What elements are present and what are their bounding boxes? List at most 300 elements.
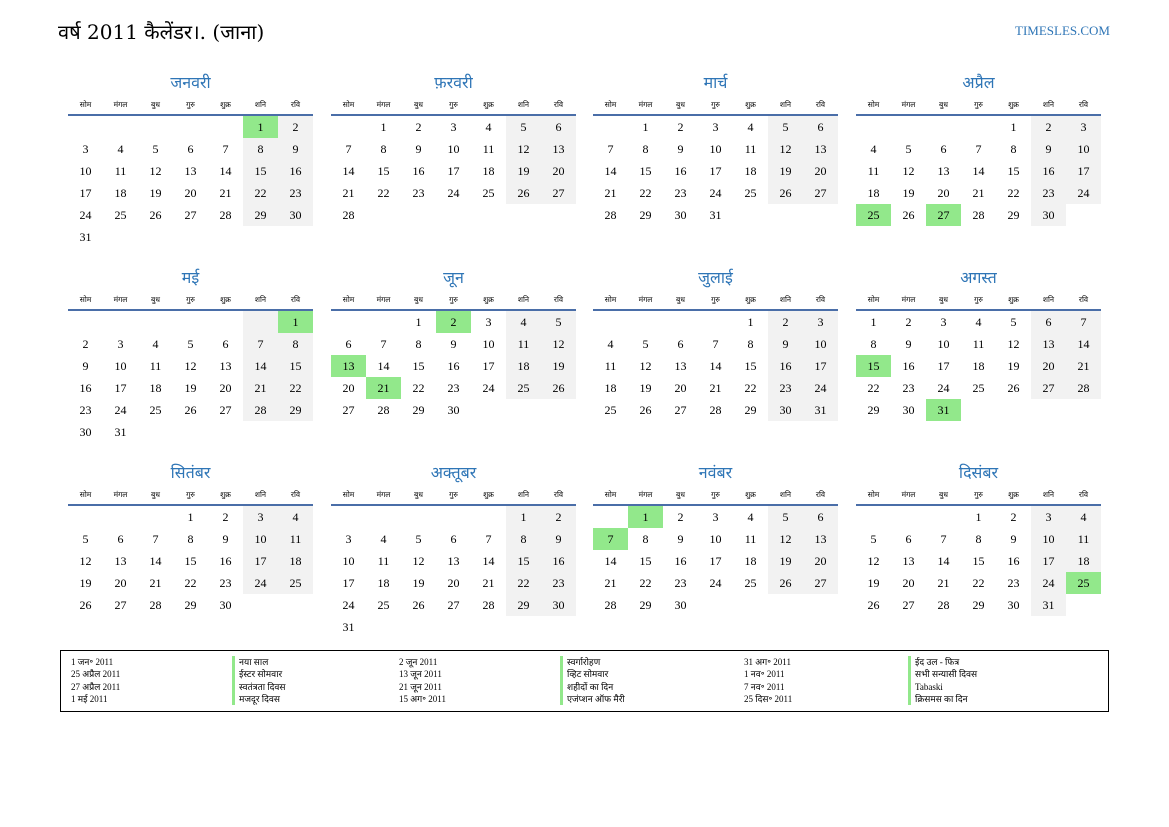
- day-cell[interactable]: 9: [278, 138, 313, 160]
- day-cell[interactable]: 22: [278, 377, 313, 399]
- day-cell[interactable]: 7: [222, 141, 229, 156]
- day-cell[interactable]: 14: [149, 553, 162, 568]
- day-cell[interactable]: 9: [222, 531, 229, 546]
- day-cell[interactable]: 24: [482, 380, 495, 395]
- day-cell[interactable]: 5: [506, 115, 541, 138]
- day-cell[interactable]: 24: [114, 402, 127, 417]
- day-cell[interactable]: 26: [506, 182, 541, 204]
- day-cell[interactable]: 21: [482, 575, 495, 590]
- day-cell[interactable]: 16: [79, 380, 92, 395]
- day-cell[interactable]: 29: [278, 399, 313, 421]
- day-cell[interactable]: 25: [856, 204, 891, 226]
- day-cell[interactable]: 11: [972, 336, 985, 351]
- day-cell[interactable]: 18: [149, 380, 162, 395]
- day-cell[interactable]: 20: [447, 575, 460, 590]
- day-cell[interactable]: 6: [541, 115, 576, 138]
- day-cell[interactable]: 1: [243, 115, 278, 138]
- day-cell[interactable]: 30: [278, 204, 313, 226]
- day-cell[interactable]: 27: [114, 597, 127, 612]
- day-cell[interactable]: 10: [1066, 138, 1101, 160]
- day-cell[interactable]: 18: [972, 358, 985, 373]
- day-cell[interactable]: 5: [905, 141, 912, 156]
- day-cell[interactable]: 21: [604, 575, 617, 590]
- day-cell[interactable]: 8: [642, 141, 649, 156]
- day-cell[interactable]: 26: [541, 377, 576, 399]
- day-cell[interactable]: 23: [278, 182, 313, 204]
- day-cell[interactable]: 27: [1031, 377, 1066, 399]
- day-cell[interactable]: 21: [219, 185, 232, 200]
- day-cell[interactable]: 24: [447, 185, 460, 200]
- day-cell[interactable]: 6: [345, 336, 352, 351]
- day-cell[interactable]: 10: [803, 333, 838, 355]
- day-cell[interactable]: 11: [377, 553, 390, 568]
- day-cell[interactable]: 15: [639, 163, 652, 178]
- day-cell[interactable]: 18: [744, 163, 757, 178]
- day-cell[interactable]: 25: [377, 597, 390, 612]
- day-cell[interactable]: 8: [380, 141, 387, 156]
- day-cell[interactable]: 11: [744, 141, 757, 156]
- day-cell[interactable]: 4: [975, 314, 982, 329]
- day-cell[interactable]: 7: [712, 336, 719, 351]
- day-cell[interactable]: 6: [222, 336, 229, 351]
- day-cell[interactable]: 26: [184, 402, 197, 417]
- day-cell[interactable]: 21: [972, 185, 985, 200]
- day-cell[interactable]: 13: [447, 553, 460, 568]
- day-cell[interactable]: 24: [709, 185, 722, 200]
- day-cell[interactable]: 15: [856, 355, 891, 377]
- day-cell[interactable]: 19: [902, 185, 915, 200]
- day-cell[interactable]: 14: [1066, 333, 1101, 355]
- day-cell[interactable]: 1: [747, 314, 754, 329]
- day-cell[interactable]: 27: [926, 204, 961, 226]
- day-cell[interactable]: 13: [937, 163, 950, 178]
- day-cell[interactable]: 28: [149, 597, 162, 612]
- day-cell[interactable]: 28: [937, 597, 950, 612]
- day-cell[interactable]: 7: [607, 141, 614, 156]
- day-cell[interactable]: 5: [1010, 314, 1017, 329]
- day-cell[interactable]: 17: [482, 358, 495, 373]
- day-cell[interactable]: 13: [674, 358, 687, 373]
- day-cell[interactable]: 1: [870, 314, 877, 329]
- day-cell[interactable]: 23: [768, 377, 803, 399]
- day-cell[interactable]: 18: [377, 575, 390, 590]
- day-cell[interactable]: 21: [604, 185, 617, 200]
- day-cell[interactable]: 10: [1031, 528, 1066, 550]
- day-cell[interactable]: 17: [342, 575, 355, 590]
- day-cell[interactable]: 20: [902, 575, 915, 590]
- day-cell[interactable]: 6: [677, 336, 684, 351]
- day-cell[interactable]: 4: [607, 336, 614, 351]
- day-cell[interactable]: 28: [377, 402, 390, 417]
- day-cell[interactable]: 15: [243, 160, 278, 182]
- day-cell[interactable]: 21: [149, 575, 162, 590]
- day-cell[interactable]: 27: [803, 572, 838, 594]
- day-cell[interactable]: 16: [447, 358, 460, 373]
- day-cell[interactable]: 21: [342, 185, 355, 200]
- day-cell[interactable]: 22: [639, 185, 652, 200]
- day-cell[interactable]: 8: [187, 531, 194, 546]
- day-cell[interactable]: 1: [278, 310, 313, 333]
- day-cell[interactable]: 18: [867, 185, 880, 200]
- day-cell[interactable]: 12: [506, 138, 541, 160]
- day-cell[interactable]: 27: [541, 182, 576, 204]
- day-cell[interactable]: 14: [709, 358, 722, 373]
- day-cell[interactable]: 23: [541, 572, 576, 594]
- day-cell[interactable]: 21: [709, 380, 722, 395]
- day-cell[interactable]: 29: [867, 402, 880, 417]
- day-cell[interactable]: 5: [870, 531, 877, 546]
- day-cell[interactable]: 3: [117, 336, 124, 351]
- day-cell[interactable]: 25: [114, 207, 127, 222]
- day-cell[interactable]: 15: [639, 553, 652, 568]
- day-cell[interactable]: 3: [450, 119, 457, 134]
- day-cell[interactable]: 29: [972, 597, 985, 612]
- day-cell[interactable]: 19: [541, 355, 576, 377]
- day-cell[interactable]: 20: [803, 160, 838, 182]
- day-cell[interactable]: 15: [412, 358, 425, 373]
- day-cell[interactable]: 10: [937, 336, 950, 351]
- day-cell[interactable]: 31: [926, 399, 961, 421]
- day-cell[interactable]: 3: [485, 314, 492, 329]
- day-cell[interactable]: 20: [342, 380, 355, 395]
- day-cell[interactable]: 23: [674, 575, 687, 590]
- day-cell[interactable]: 6: [450, 531, 457, 546]
- day-cell[interactable]: 19: [768, 160, 803, 182]
- day-cell[interactable]: 9: [541, 528, 576, 550]
- day-cell[interactable]: 20: [803, 550, 838, 572]
- day-cell[interactable]: 16: [768, 355, 803, 377]
- day-cell[interactable]: 13: [1031, 333, 1066, 355]
- day-cell[interactable]: 2: [415, 119, 422, 134]
- day-cell[interactable]: 9: [905, 336, 912, 351]
- day-cell[interactable]: 15: [184, 553, 197, 568]
- day-cell[interactable]: 30: [219, 597, 232, 612]
- day-cell[interactable]: 5: [187, 336, 194, 351]
- day-cell[interactable]: 24: [342, 597, 355, 612]
- day-cell[interactable]: 9: [415, 141, 422, 156]
- day-cell[interactable]: 12: [768, 528, 803, 550]
- day-cell[interactable]: 31: [342, 619, 355, 634]
- day-cell[interactable]: 29: [243, 204, 278, 226]
- day-cell[interactable]: 30: [79, 424, 92, 439]
- day-cell[interactable]: 1: [506, 505, 541, 528]
- day-cell[interactable]: 3: [712, 119, 719, 134]
- day-cell[interactable]: 12: [541, 333, 576, 355]
- day-cell[interactable]: 30: [674, 597, 687, 612]
- day-cell[interactable]: 28: [604, 597, 617, 612]
- day-cell[interactable]: 20: [219, 380, 232, 395]
- day-cell[interactable]: 1: [1010, 119, 1017, 134]
- day-cell[interactable]: 6: [940, 141, 947, 156]
- day-cell[interactable]: 27: [184, 207, 197, 222]
- day-cell[interactable]: 13: [331, 355, 366, 377]
- day-cell[interactable]: 29: [639, 207, 652, 222]
- day-cell[interactable]: 7: [243, 333, 278, 355]
- day-cell[interactable]: 6: [905, 531, 912, 546]
- day-cell[interactable]: 25: [1066, 572, 1101, 594]
- day-cell[interactable]: 4: [747, 119, 754, 134]
- day-cell[interactable]: 16: [412, 163, 425, 178]
- day-cell[interactable]: 31: [79, 229, 92, 244]
- day-cell[interactable]: 11: [278, 528, 313, 550]
- day-cell[interactable]: 3: [345, 531, 352, 546]
- site-link[interactable]: TIMESLES.COM: [1015, 23, 1110, 38]
- day-cell[interactable]: 10: [243, 528, 278, 550]
- day-cell[interactable]: 7: [593, 528, 628, 550]
- day-cell[interactable]: 23: [1031, 182, 1066, 204]
- day-cell[interactable]: 1: [628, 505, 663, 528]
- day-cell[interactable]: 25: [506, 377, 541, 399]
- day-cell[interactable]: 22: [412, 380, 425, 395]
- day-cell[interactable]: 26: [768, 572, 803, 594]
- day-cell[interactable]: 16: [674, 163, 687, 178]
- day-cell[interactable]: 25: [744, 575, 757, 590]
- day-cell[interactable]: 6: [803, 505, 838, 528]
- day-cell[interactable]: 19: [149, 185, 162, 200]
- day-cell[interactable]: 30: [768, 399, 803, 421]
- day-cell[interactable]: 1: [415, 314, 422, 329]
- day-cell[interactable]: 22: [184, 575, 197, 590]
- day-cell[interactable]: 3: [1066, 115, 1101, 138]
- day-cell[interactable]: 20: [114, 575, 127, 590]
- day-cell[interactable]: 28: [342, 207, 355, 222]
- day-cell[interactable]: 8: [975, 531, 982, 546]
- day-cell[interactable]: 31: [803, 399, 838, 421]
- day-cell[interactable]: 25: [149, 402, 162, 417]
- day-cell[interactable]: 28: [972, 207, 985, 222]
- day-cell[interactable]: 19: [506, 160, 541, 182]
- day-cell[interactable]: 15: [972, 553, 985, 568]
- day-cell[interactable]: 8: [747, 336, 754, 351]
- day-cell[interactable]: 23: [219, 575, 232, 590]
- day-cell[interactable]: 1: [642, 119, 649, 134]
- day-cell[interactable]: 2: [222, 509, 229, 524]
- day-cell[interactable]: 19: [412, 575, 425, 590]
- day-cell[interactable]: 20: [1031, 355, 1066, 377]
- day-cell[interactable]: 17: [447, 163, 460, 178]
- day-cell[interactable]: 2: [905, 314, 912, 329]
- day-cell[interactable]: 20: [937, 185, 950, 200]
- day-cell[interactable]: 17: [1066, 160, 1101, 182]
- day-cell[interactable]: 22: [744, 380, 757, 395]
- day-cell[interactable]: 23: [674, 185, 687, 200]
- day-cell[interactable]: 26: [79, 597, 92, 612]
- day-cell[interactable]: 4: [870, 141, 877, 156]
- day-cell[interactable]: 29: [184, 597, 197, 612]
- day-cell[interactable]: 27: [447, 597, 460, 612]
- day-cell[interactable]: 8: [278, 333, 313, 355]
- day-cell[interactable]: 30: [902, 402, 915, 417]
- day-cell[interactable]: 3: [940, 314, 947, 329]
- day-cell[interactable]: 18: [604, 380, 617, 395]
- day-cell[interactable]: 2: [541, 505, 576, 528]
- day-cell[interactable]: 22: [377, 185, 390, 200]
- day-cell[interactable]: 31: [1031, 594, 1066, 616]
- day-cell[interactable]: 11: [149, 358, 162, 373]
- day-cell[interactable]: 30: [1031, 204, 1066, 226]
- day-cell[interactable]: 17: [79, 185, 92, 200]
- day-cell[interactable]: 2: [768, 310, 803, 333]
- day-cell[interactable]: 28: [219, 207, 232, 222]
- day-cell[interactable]: 15: [506, 550, 541, 572]
- day-cell[interactable]: 11: [482, 141, 495, 156]
- day-cell[interactable]: 24: [243, 572, 278, 594]
- day-cell[interactable]: 17: [114, 380, 127, 395]
- day-cell[interactable]: 28: [482, 597, 495, 612]
- day-cell[interactable]: 4: [1066, 505, 1101, 528]
- day-cell[interactable]: 5: [541, 310, 576, 333]
- day-cell[interactable]: 18: [482, 163, 495, 178]
- day-cell[interactable]: 13: [803, 528, 838, 550]
- day-cell[interactable]: 7: [1066, 310, 1101, 333]
- day-cell[interactable]: 8: [506, 528, 541, 550]
- day-cell[interactable]: 7: [485, 531, 492, 546]
- day-cell[interactable]: 10: [709, 141, 722, 156]
- day-cell[interactable]: 21: [366, 377, 401, 399]
- day-cell[interactable]: 3: [243, 505, 278, 528]
- day-cell[interactable]: 25: [278, 572, 313, 594]
- day-cell[interactable]: 26: [768, 182, 803, 204]
- day-cell[interactable]: 19: [639, 380, 652, 395]
- day-cell[interactable]: 4: [278, 505, 313, 528]
- day-cell[interactable]: 17: [937, 358, 950, 373]
- day-cell[interactable]: 3: [803, 310, 838, 333]
- day-cell[interactable]: 12: [867, 553, 880, 568]
- day-cell[interactable]: 23: [79, 402, 92, 417]
- day-cell[interactable]: 17: [709, 163, 722, 178]
- day-cell[interactable]: 4: [152, 336, 159, 351]
- day-cell[interactable]: 28: [604, 207, 617, 222]
- day-cell[interactable]: 3: [82, 141, 89, 156]
- day-cell[interactable]: 23: [447, 380, 460, 395]
- day-cell[interactable]: 18: [278, 550, 313, 572]
- day-cell[interactable]: 30: [1007, 597, 1020, 612]
- day-cell[interactable]: 1: [187, 509, 194, 524]
- day-cell[interactable]: 23: [902, 380, 915, 395]
- day-cell[interactable]: 17: [709, 553, 722, 568]
- day-cell[interactable]: 14: [482, 553, 495, 568]
- day-cell[interactable]: 6: [187, 141, 194, 156]
- day-cell[interactable]: 29: [412, 402, 425, 417]
- day-cell[interactable]: 23: [1007, 575, 1020, 590]
- day-cell[interactable]: 31: [114, 424, 127, 439]
- day-cell[interactable]: 15: [744, 358, 757, 373]
- day-cell[interactable]: 7: [152, 531, 159, 546]
- day-cell[interactable]: 12: [768, 138, 803, 160]
- day-cell[interactable]: 30: [541, 594, 576, 616]
- day-cell[interactable]: 14: [937, 553, 950, 568]
- day-cell[interactable]: 10: [709, 531, 722, 546]
- day-cell[interactable]: 22: [639, 575, 652, 590]
- day-cell[interactable]: 8: [870, 336, 877, 351]
- day-cell[interactable]: 26: [412, 597, 425, 612]
- day-cell[interactable]: 18: [744, 553, 757, 568]
- day-cell[interactable]: 24: [79, 207, 92, 222]
- day-cell[interactable]: 24: [803, 377, 838, 399]
- day-cell[interactable]: 23: [412, 185, 425, 200]
- day-cell[interactable]: 20: [674, 380, 687, 395]
- day-cell[interactable]: 12: [902, 163, 915, 178]
- day-cell[interactable]: 25: [604, 402, 617, 417]
- day-cell[interactable]: 8: [243, 138, 278, 160]
- day-cell[interactable]: 26: [867, 597, 880, 612]
- day-cell[interactable]: 27: [342, 402, 355, 417]
- day-cell[interactable]: 14: [219, 163, 232, 178]
- day-cell[interactable]: 1: [380, 119, 387, 134]
- day-cell[interactable]: 9: [677, 531, 684, 546]
- day-cell[interactable]: 16: [902, 358, 915, 373]
- day-cell[interactable]: 26: [902, 207, 915, 222]
- day-cell[interactable]: 15: [1007, 163, 1020, 178]
- day-cell[interactable]: 5: [642, 336, 649, 351]
- day-cell[interactable]: 12: [412, 553, 425, 568]
- day-cell[interactable]: 10: [114, 358, 127, 373]
- day-cell[interactable]: 12: [184, 358, 197, 373]
- day-cell[interactable]: 24: [937, 380, 950, 395]
- day-cell[interactable]: 18: [506, 355, 541, 377]
- day-cell[interactable]: 13: [219, 358, 232, 373]
- day-cell[interactable]: 13: [184, 163, 197, 178]
- day-cell[interactable]: 25: [744, 185, 757, 200]
- day-cell[interactable]: 27: [674, 402, 687, 417]
- day-cell[interactable]: 24: [1031, 572, 1066, 594]
- day-cell[interactable]: 16: [674, 553, 687, 568]
- day-cell[interactable]: 2: [677, 509, 684, 524]
- day-cell[interactable]: 7: [345, 141, 352, 156]
- day-cell[interactable]: 29: [506, 594, 541, 616]
- day-cell[interactable]: 7: [380, 336, 387, 351]
- day-cell[interactable]: 4: [117, 141, 124, 156]
- day-cell[interactable]: 25: [482, 185, 495, 200]
- day-cell[interactable]: 28: [709, 402, 722, 417]
- day-cell[interactable]: 9: [677, 141, 684, 156]
- day-cell[interactable]: 29: [1007, 207, 1020, 222]
- day-cell[interactable]: 2: [1010, 509, 1017, 524]
- day-cell[interactable]: 14: [604, 163, 617, 178]
- day-cell[interactable]: 25: [972, 380, 985, 395]
- day-cell[interactable]: 11: [506, 333, 541, 355]
- day-cell[interactable]: 21: [937, 575, 950, 590]
- day-cell[interactable]: 16: [1007, 553, 1020, 568]
- day-cell[interactable]: 4: [380, 531, 387, 546]
- day-cell[interactable]: 10: [79, 163, 92, 178]
- day-cell[interactable]: 1: [975, 509, 982, 524]
- day-cell[interactable]: 24: [709, 575, 722, 590]
- day-cell[interactable]: 22: [243, 182, 278, 204]
- day-cell[interactable]: 19: [79, 575, 92, 590]
- day-cell[interactable]: 14: [243, 355, 278, 377]
- day-cell[interactable]: 27: [902, 597, 915, 612]
- day-cell[interactable]: 22: [1007, 185, 1020, 200]
- day-cell[interactable]: 16: [1031, 160, 1066, 182]
- day-cell[interactable]: 6: [1031, 310, 1066, 333]
- day-cell[interactable]: 30: [447, 402, 460, 417]
- day-cell[interactable]: 11: [744, 531, 757, 546]
- day-cell[interactable]: 14: [377, 358, 390, 373]
- day-cell[interactable]: 19: [768, 550, 803, 572]
- day-cell[interactable]: 12: [639, 358, 652, 373]
- day-cell[interactable]: 17: [1031, 550, 1066, 572]
- day-cell[interactable]: 2: [436, 310, 471, 333]
- day-cell[interactable]: 20: [184, 185, 197, 200]
- day-cell[interactable]: 21: [243, 377, 278, 399]
- day-cell[interactable]: 11: [867, 163, 880, 178]
- day-cell[interactable]: 9: [768, 333, 803, 355]
- day-cell[interactable]: 20: [541, 160, 576, 182]
- day-cell[interactable]: 31: [709, 207, 722, 222]
- day-cell[interactable]: 26: [1007, 380, 1020, 395]
- day-cell[interactable]: 26: [639, 402, 652, 417]
